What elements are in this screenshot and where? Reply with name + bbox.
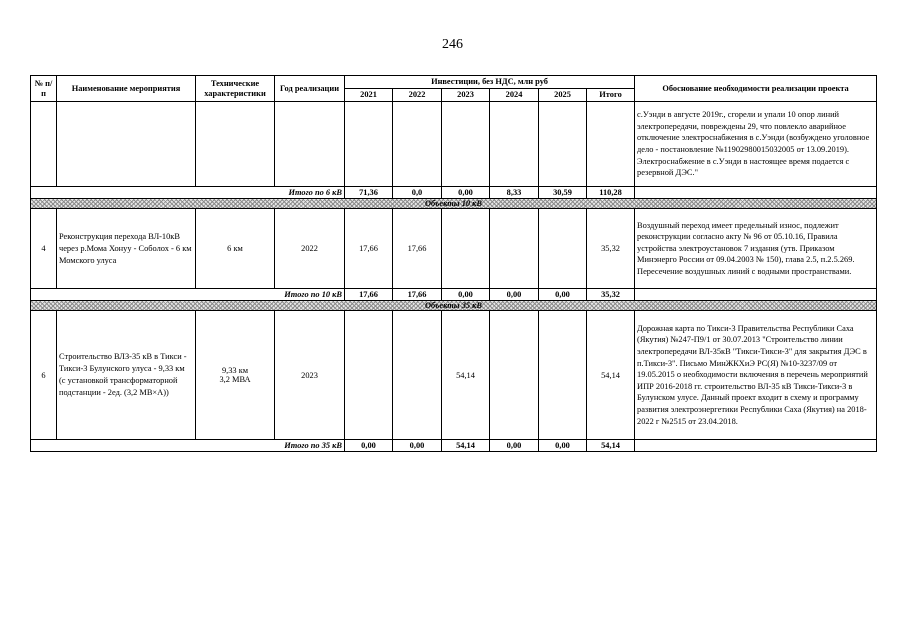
value-2024 bbox=[490, 311, 539, 440]
value-2023: 54,14 bbox=[442, 311, 490, 440]
justification-cell: Дорожная карта по Тикси-3 Правительства Республики Саха (Якутия) №247-П9/1 от 30.07.2013 "Строительство линии электропередачи ВЛ-35кВ "Тикси-Тикси-3" для закрытия ДЭС в п.Тикси-3". Письмо МинЖКХиЭ РС(Я) №10-3237/09 от 19.05.2015 о необходимости включения в перечень мероприятий ИПР 2016-2018 гг. строительство ВЛ-35 кВ Тикси-Тикси-3 в Булунском улусе. Данный проект входит в схему и программу развития электроэнергетики Республики Саха (Якутия) на 2018-2022 г №2515 от 23.04.2018. bbox=[635, 311, 877, 440]
total-row-10kv bbox=[31, 289, 877, 301]
table-row bbox=[31, 209, 877, 289]
total-2021: 0,00 bbox=[345, 440, 393, 452]
total-row-35kv bbox=[31, 440, 877, 452]
implementation-year: 2022 bbox=[275, 209, 345, 289]
implementation-year: 2023 bbox=[275, 311, 345, 440]
measure-name: Реконструкция перехода ВЛ-10кВ через р.Мома Хонуу - Соболох - 6 км Момского улуса bbox=[57, 209, 196, 289]
total-label: Итого по 10 кВ bbox=[31, 289, 345, 301]
total-2025: 30,59 bbox=[539, 187, 587, 199]
table-row-continued bbox=[31, 102, 877, 187]
total-2022: 0,00 bbox=[393, 440, 442, 452]
justification-cell: Воздушный переход имеет предельный износ, подлежит реконструкции согласно акту № 96 от 05.10.16, Правила устройства электроустановок 7 издания (утв. Приказом Минэнерго России от 09.04.2003 № 150), глава 2.5, п.2.5.269. Пересечение воздушных линий с водными пространствами. bbox=[635, 209, 877, 289]
total-2025: 0,00 bbox=[539, 289, 587, 301]
header-year: Год реализации bbox=[275, 76, 345, 102]
total-2024: 0,00 bbox=[490, 289, 539, 301]
row-number: 6 bbox=[31, 311, 57, 440]
tech-length: 9,33 км bbox=[221, 366, 249, 375]
header-2021: 2021 bbox=[345, 89, 393, 102]
value-2024 bbox=[490, 209, 539, 289]
header-2024: 2024 bbox=[490, 89, 539, 102]
total-2021: 71,36 bbox=[345, 187, 393, 199]
total-2025: 0,00 bbox=[539, 440, 587, 452]
row-number: 4 bbox=[31, 209, 57, 289]
value-2021 bbox=[345, 311, 393, 440]
header-justification: Обоснование необходимости реализации проекта bbox=[635, 76, 877, 102]
section-header-35kv bbox=[31, 301, 877, 311]
measure-name: Строительство ВЛЗ-35 кВ в Тикси - Тикси-3 Булунского улуса - 9,33 км (с установкой трансформаторной подстанции - 2ед. (3,2 МВ×А)) bbox=[57, 311, 196, 440]
page-number: 246 bbox=[442, 37, 463, 52]
total-2023: 54,14 bbox=[442, 440, 490, 452]
total-2024: 0,00 bbox=[490, 440, 539, 452]
table-header-row bbox=[31, 76, 877, 89]
header-num: № п/п bbox=[31, 76, 57, 102]
header-2023: 2023 bbox=[442, 89, 490, 102]
section-header-10kv bbox=[31, 199, 877, 209]
value-2022 bbox=[393, 311, 442, 440]
total-2024: 8,33 bbox=[490, 187, 539, 199]
total-2023: 0,00 bbox=[442, 187, 490, 199]
section-title: Объекты 35 кВ bbox=[425, 301, 483, 310]
table-row bbox=[31, 311, 877, 440]
investment-table bbox=[30, 75, 877, 452]
value-total: 54,14 bbox=[587, 311, 635, 440]
value-2025 bbox=[539, 209, 587, 289]
header-total: Итого bbox=[587, 89, 635, 102]
total-sum: 110,28 bbox=[587, 187, 635, 199]
total-2022: 17,66 bbox=[393, 289, 442, 301]
tech-capacity: 3,2 МВА bbox=[219, 375, 251, 384]
total-label: Итого по 35 кВ bbox=[31, 440, 345, 452]
value-2025 bbox=[539, 311, 587, 440]
total-label: Итого по 6 кВ bbox=[31, 187, 345, 199]
total-2021: 17,66 bbox=[345, 289, 393, 301]
section-title: Объекты 10 кВ bbox=[425, 199, 483, 208]
total-row-6kv bbox=[31, 187, 877, 199]
header-2025: 2025 bbox=[539, 89, 587, 102]
tech-characteristics bbox=[196, 311, 275, 440]
value-2021: 17,66 bbox=[345, 209, 393, 289]
total-sum: 35,32 bbox=[587, 289, 635, 301]
tech-characteristics: 6 км bbox=[196, 209, 275, 289]
justification-cell: с.Уэнди в августе 2019г., сгорели и упали 10 опор линий электропередачи, повреждены 29, что повлекло аварийное отключение электроснабжения в с.Уэнди (возбуждено уголовное дело - постановление №11902980015032005 от 13.09.2019). Электроснабжение в с.Уэнди в настоящее время подается с резервной ДЭС." bbox=[635, 102, 877, 187]
value-2023 bbox=[442, 209, 490, 289]
total-sum: 54,14 bbox=[587, 440, 635, 452]
header-name: Наименование мероприятия bbox=[57, 76, 196, 102]
header-tech: Технические характеристики bbox=[196, 76, 275, 102]
value-2022: 17,66 bbox=[393, 209, 442, 289]
total-2022: 0,0 bbox=[393, 187, 442, 199]
value-total: 35,32 bbox=[587, 209, 635, 289]
header-2022: 2022 bbox=[393, 89, 442, 102]
total-2023: 0,00 bbox=[442, 289, 490, 301]
header-invest: Инвестиции, без НДС, млн руб bbox=[345, 76, 635, 89]
